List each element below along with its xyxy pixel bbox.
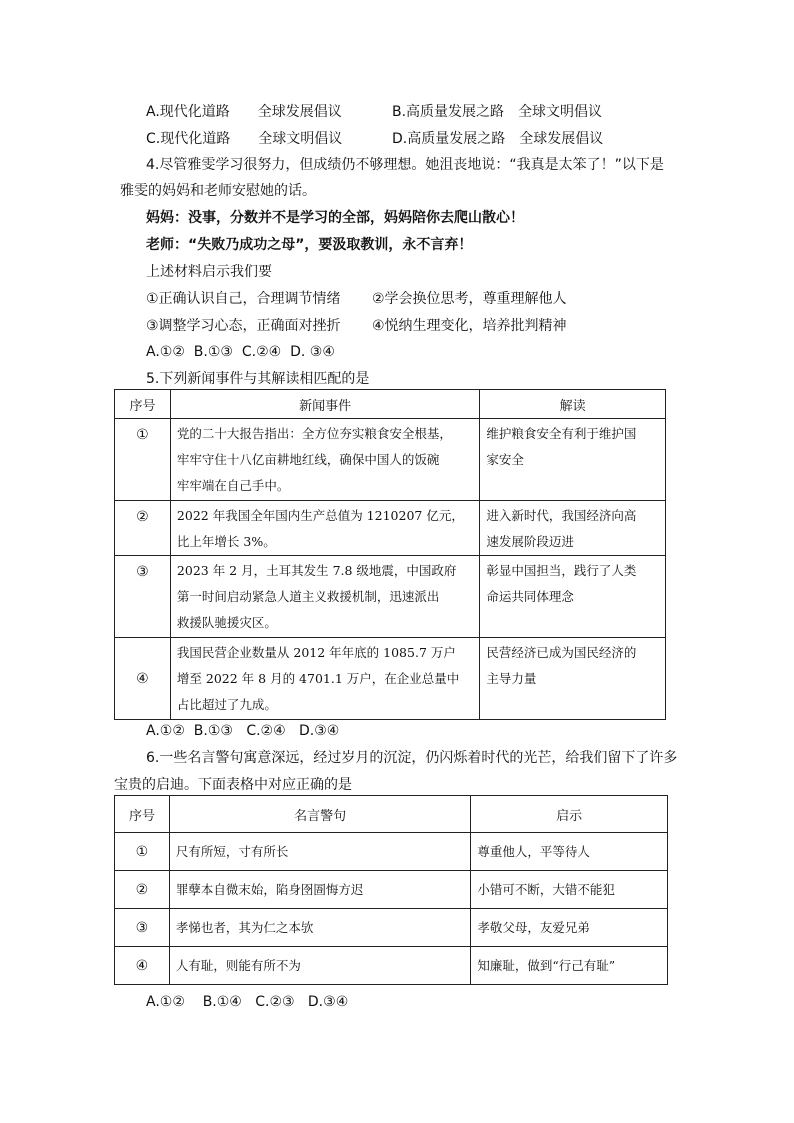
q4-item-3: ③调整学习心态，正确面对挫折 <box>146 318 341 334</box>
q5-stem: 5.下列新闻事件与其解读相匹配的是 <box>146 371 370 387</box>
q4-option-c: C.②④ <box>241 344 282 360</box>
q6-option-a: A.①② <box>146 994 185 1010</box>
q5-row-reading <box>480 638 666 720</box>
q6-row-insight: 知廉耻，做到“行己有耻” <box>471 947 668 985</box>
q6-row-no: ① <box>115 833 170 871</box>
q4-mom-quote: 妈妈：没事，分数并不是学习的全部，妈妈陪你去爬山散心！ <box>146 210 524 226</box>
q5-table <box>114 389 666 720</box>
q3-option-a-label: A.现代化道路 <box>146 104 230 120</box>
q3-option-a-text: 全球发展倡议 <box>257 104 342 120</box>
reading-line: 维护粮食安全有利于维护国 <box>486 426 637 441</box>
q5-row-reading <box>480 419 666 501</box>
q6-row-insight: 小错可不断，大错不能犯 <box>471 871 668 909</box>
q5-row-event <box>170 638 479 720</box>
reading-line: 家安全 <box>486 452 524 467</box>
q3-option-b <box>392 103 602 121</box>
q3-option-c-text: 全球文明倡议 <box>258 131 343 147</box>
q5-header-reading: 解读 <box>480 390 666 419</box>
event-line: 2022 年我国全年国内生产总值为 1210207 亿元， <box>176 508 464 523</box>
reading-line: 速发展阶段迈进 <box>486 534 574 549</box>
q6-row-no: ② <box>115 871 170 909</box>
event-line: 牢牢守住十八亿亩耕地红线，确保中国人的饭碗 <box>176 452 440 467</box>
q6-row-quote: 人有耻，则能有所不为 <box>169 947 470 985</box>
table-row <box>115 419 666 501</box>
table-row <box>115 501 666 556</box>
q5-row-no: ④ <box>115 638 171 720</box>
q6-header-quote: 名言警句 <box>169 796 470 833</box>
q6-stem-line1: 6.一些名言警句寓意深远，经过岁月的沉淀，仍闪烁着时代的光芒，给我们留下了许多 <box>146 750 678 766</box>
q6-option-d: D.③④ <box>307 994 349 1010</box>
q4-stem-line2: 雅雯的妈妈和老师安慰她的话。 <box>120 183 316 199</box>
q6-options <box>146 993 348 1011</box>
q4-option-a: A.①② <box>146 344 185 360</box>
reading-line: 主导力量 <box>486 671 537 686</box>
q5-row-no: ③ <box>115 556 171 638</box>
q5-option-a: A.①② <box>146 723 185 739</box>
q5-option-b: B.①③ <box>193 723 233 739</box>
table-row <box>115 638 666 720</box>
q4-options <box>146 343 335 361</box>
q4-stem-line1: 4.尽管雅雯学习很努力，但成绩仍不够理想。她沮丧地说：“我真是太笨了！”以下是 <box>146 157 664 173</box>
q6-option-c: C.②③ <box>255 994 295 1010</box>
q4-teacher-quote: 老师：“失败乃成功之母”，要汲取教训，永不言弃！ <box>146 237 473 253</box>
q6-row-quote: 尺有所短，寸有所长 <box>169 833 470 871</box>
q4-item-2: ②学会换位思考，尊重理解他人 <box>372 291 567 307</box>
event-line: 党的二十大报告指出：全方位夯实粮食安全根基， <box>176 426 452 441</box>
q5-options <box>146 722 339 740</box>
q3-option-d <box>392 130 603 148</box>
q3-option-d-text: 全球发展倡议 <box>519 131 604 147</box>
reading-line: 命运共同体理念 <box>486 589 574 604</box>
q5-table-header <box>115 390 666 419</box>
table-row <box>115 556 666 638</box>
q5-row-event <box>170 419 479 501</box>
q5-header-event: 新闻事件 <box>170 390 479 419</box>
q5-row-reading <box>480 501 666 556</box>
q5-option-c: C.②④ <box>246 723 286 739</box>
event-line: 增至 2022 年 8 月的 4701.1 万户，在企业总量中 <box>176 671 460 686</box>
q6-row-insight: 尊重他人，平等待人 <box>471 833 668 871</box>
table-row <box>115 871 668 909</box>
reading-line: 彰显中国担当，践行了人类 <box>486 563 637 578</box>
reading-line: 进入新时代，我国经济向高 <box>486 508 637 523</box>
event-line: 我国民营企业数量从 2012 年年底的 1085.7 万户 <box>176 645 456 660</box>
q5-option-d: D.③④ <box>299 723 340 739</box>
q6-stem-line2: 宝贵的启迪。下面表格中对应正确的是 <box>114 777 352 793</box>
q6-row-insight: 孝敬父母，友爱兄弟 <box>471 909 668 947</box>
q6-table-header <box>115 796 668 833</box>
q4-prompt: 上述材料启示我们要 <box>146 264 272 280</box>
table-row <box>115 947 668 985</box>
q6-header-insight: 启示 <box>471 796 668 833</box>
q6-row-no: ③ <box>115 909 170 947</box>
reading-line: 民营经济已成为国民经济的 <box>486 645 637 660</box>
table-row <box>115 833 668 871</box>
event-line: 牢牢端在自己手中。 <box>176 478 290 493</box>
q6-header-no: 序号 <box>115 796 170 833</box>
q3-option-c <box>146 130 342 148</box>
q5-row-no: ② <box>115 501 171 556</box>
q5-row-no: ① <box>115 419 171 501</box>
q3-option-d-label: D.高质量发展之路 <box>392 131 506 147</box>
q6-table <box>114 795 668 985</box>
event-line: 比上年增长 3%。 <box>176 534 276 549</box>
table-row <box>115 909 668 947</box>
q3-option-b-text: 全球文明倡议 <box>518 104 603 120</box>
event-line: 2023 年 2 月，土耳其发生 7.8 级地震，中国政府 <box>176 563 457 578</box>
q5-header-no: 序号 <box>115 390 171 419</box>
event-line: 第一时间启动紧急人道主义救援机制，迅速派出 <box>176 589 440 604</box>
event-line: 救援队驰援灾区。 <box>176 615 277 630</box>
q4-option-d: D. ③④ <box>290 344 335 360</box>
q6-row-quote: 孝悌也者，其为仁之本欤 <box>169 909 470 947</box>
q4-option-b: B.①③ <box>193 344 233 360</box>
q4-item-4: ④悦纳生理变化，培养批判精神 <box>372 318 567 334</box>
q5-row-event <box>170 556 479 638</box>
q3-option-a <box>146 103 342 121</box>
q6-row-no: ④ <box>115 947 170 985</box>
q3-option-c-label: C.现代化道路 <box>146 131 231 147</box>
q5-row-reading <box>480 556 666 638</box>
q3-option-b-label: B.高质量发展之路 <box>392 104 505 120</box>
q4-item-1: ①正确认识自己，合理调节情绪 <box>146 291 341 307</box>
q5-row-event <box>170 501 479 556</box>
event-line: 占比超过了九成。 <box>176 697 277 712</box>
q6-row-quote: 罪孽本自微末始，陷身囹圄悔方迟 <box>169 871 470 909</box>
q6-option-b: B.①④ <box>202 994 242 1010</box>
